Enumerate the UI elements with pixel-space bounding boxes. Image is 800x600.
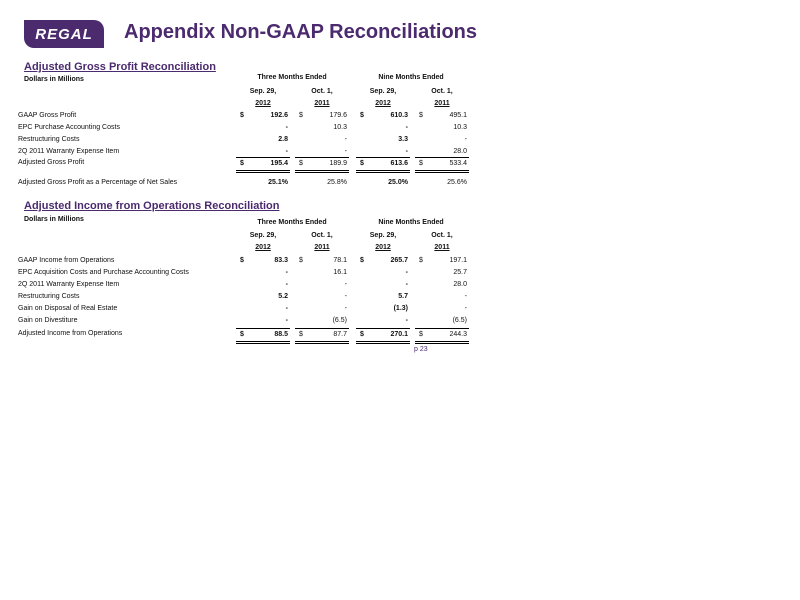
row-label: EPC Purchase Accounting Costs bbox=[18, 124, 120, 131]
table-cell: 5.2 bbox=[278, 293, 288, 300]
page-number: p 23 bbox=[414, 346, 428, 353]
table-cell: (6.5) bbox=[452, 317, 467, 324]
table-cell: 10.3 bbox=[453, 124, 467, 131]
table-row bbox=[18, 303, 470, 315]
income-col3-year: 2012 bbox=[375, 244, 391, 251]
table-cell: - bbox=[285, 269, 288, 276]
income-col4-year: 2011 bbox=[434, 244, 450, 251]
table-row bbox=[18, 291, 470, 303]
gross-col3-year: 2012 bbox=[375, 100, 391, 107]
gross-col2-date: Oct. 1, bbox=[311, 88, 333, 95]
table-cell: - bbox=[405, 269, 408, 276]
table-row bbox=[18, 279, 470, 291]
income-col2-year: 2011 bbox=[314, 244, 330, 251]
table-row-total bbox=[18, 328, 470, 340]
gross-three-months-header: Three Months Ended bbox=[257, 74, 327, 81]
table-cell: $ 495.1 bbox=[419, 112, 467, 119]
table-row bbox=[18, 134, 470, 146]
table-cell: $ 270.1 bbox=[356, 328, 410, 344]
income-col4-date: Oct. 1, bbox=[431, 232, 453, 239]
table-cell: - bbox=[285, 124, 288, 131]
row-label: GAAP Gross Profit bbox=[18, 112, 77, 119]
table-cell: - bbox=[405, 317, 408, 324]
row-label: GAAP Income from Operations bbox=[18, 257, 115, 264]
income-col1-date: Sep. 29, bbox=[249, 232, 277, 239]
regal-logo bbox=[24, 20, 104, 48]
table-cell: - bbox=[344, 305, 347, 312]
table-cell: - bbox=[344, 136, 347, 143]
table-cell: 5.7 bbox=[398, 293, 408, 300]
table-row bbox=[18, 255, 470, 267]
table-cell: - bbox=[285, 281, 288, 288]
table-cell: $ 83.3 bbox=[240, 257, 288, 264]
table-cell: 25.8% bbox=[327, 179, 347, 186]
gross-profit-section-title: Adjusted Gross Profit Reconciliation bbox=[24, 61, 216, 73]
table-cell: $ 265.7 bbox=[360, 257, 408, 264]
row-label: Adjusted Income from Operations bbox=[18, 330, 123, 337]
table-cell: $ 87.7 bbox=[295, 328, 349, 344]
table-cell: $ 195.4 bbox=[236, 157, 290, 173]
table-cell: $ 244.3 bbox=[415, 328, 469, 344]
table-cell: (1.3) bbox=[393, 305, 408, 312]
table-row bbox=[18, 267, 470, 279]
income-units-label: Dollars in Millions bbox=[24, 216, 84, 223]
table-cell: $ 78.1 bbox=[299, 257, 347, 264]
table-cell: - bbox=[285, 305, 288, 312]
income-section-title: Adjusted Income from Operations Reconciliation bbox=[24, 200, 280, 212]
table-cell: - bbox=[464, 293, 467, 300]
table-cell: - bbox=[285, 148, 288, 155]
table-cell: 28.0 bbox=[453, 281, 467, 288]
row-label: Adjusted Gross Profit bbox=[18, 159, 85, 166]
row-label: Gain on Disposal of Real Estate bbox=[18, 305, 118, 312]
table-row bbox=[18, 122, 470, 134]
income-col1-year: 2012 bbox=[255, 244, 271, 251]
table-cell: (6.5) bbox=[332, 317, 347, 324]
gross-col2-year: 2011 bbox=[314, 100, 330, 107]
income-nine-months-header: Nine Months Ended bbox=[378, 219, 444, 226]
table-cell: 25.7 bbox=[453, 269, 467, 276]
table-cell: $ 179.6 bbox=[299, 112, 347, 119]
table-cell: $ 613.6 bbox=[356, 157, 410, 173]
row-label: 2Q 2011 Warranty Expense Item bbox=[18, 148, 120, 155]
row-label: Gain on Divestiture bbox=[18, 317, 78, 324]
row-label: EPC Acquisition Costs and Purchase Accounting Costs bbox=[18, 269, 189, 276]
row-label: Restructuring Costs bbox=[18, 293, 80, 300]
table-row bbox=[18, 110, 470, 122]
gross-units-label: Dollars in Millions bbox=[24, 76, 84, 83]
table-cell: 25.1% bbox=[268, 179, 288, 186]
gross-col4-date: Oct. 1, bbox=[431, 88, 453, 95]
table-cell: - bbox=[344, 281, 347, 288]
gross-col1-date: Sep. 29, bbox=[249, 88, 277, 95]
table-cell: - bbox=[405, 124, 408, 131]
table-cell: 2.8 bbox=[278, 136, 288, 143]
gross-col1-year: 2012 bbox=[255, 100, 271, 107]
table-cell: - bbox=[464, 305, 467, 312]
table-cell: - bbox=[344, 293, 347, 300]
income-col3-date: Sep. 29, bbox=[369, 232, 397, 239]
table-cell: $ 610.3 bbox=[360, 112, 408, 119]
table-cell: 25.6% bbox=[447, 179, 467, 186]
gross-col4-year: 2011 bbox=[434, 100, 450, 107]
table-cell: - bbox=[405, 281, 408, 288]
gross-nine-months-header: Nine Months Ended bbox=[378, 74, 444, 81]
row-label: 2Q 2011 Warranty Expense Item bbox=[18, 281, 120, 288]
table-cell: - bbox=[405, 148, 408, 155]
table-cell: - bbox=[285, 317, 288, 324]
table-cell: - bbox=[464, 136, 467, 143]
table-cell: - bbox=[344, 148, 347, 155]
table-row bbox=[18, 315, 470, 327]
table-cell: $ 192.6 bbox=[240, 112, 288, 119]
table-cell: 3.3 bbox=[398, 136, 408, 143]
table-row-total bbox=[18, 157, 470, 169]
table-cell: 10.3 bbox=[333, 124, 347, 131]
table-cell: $ 197.1 bbox=[419, 257, 467, 264]
page-title: Appendix Non-GAAP Reconciliations bbox=[124, 21, 477, 43]
table-cell: 25.0% bbox=[388, 179, 408, 186]
table-cell: $ 533.4 bbox=[415, 157, 469, 173]
table-row-percentage bbox=[18, 177, 470, 189]
income-col2-date: Oct. 1, bbox=[311, 232, 333, 239]
table-cell: $ 88.5 bbox=[236, 328, 290, 344]
logo-text: REGAL bbox=[35, 25, 93, 43]
table-cell: 28.0 bbox=[453, 148, 467, 155]
table-cell: $ 189.9 bbox=[295, 157, 349, 173]
row-label: Adjusted Gross Profit as a Percentage of Net Sales bbox=[18, 179, 178, 186]
gross-col3-date: Sep. 29, bbox=[369, 88, 397, 95]
row-label: Restructuring Costs bbox=[18, 136, 80, 143]
income-three-months-header: Three Months Ended bbox=[257, 219, 327, 226]
table-cell: 16.1 bbox=[333, 269, 347, 276]
